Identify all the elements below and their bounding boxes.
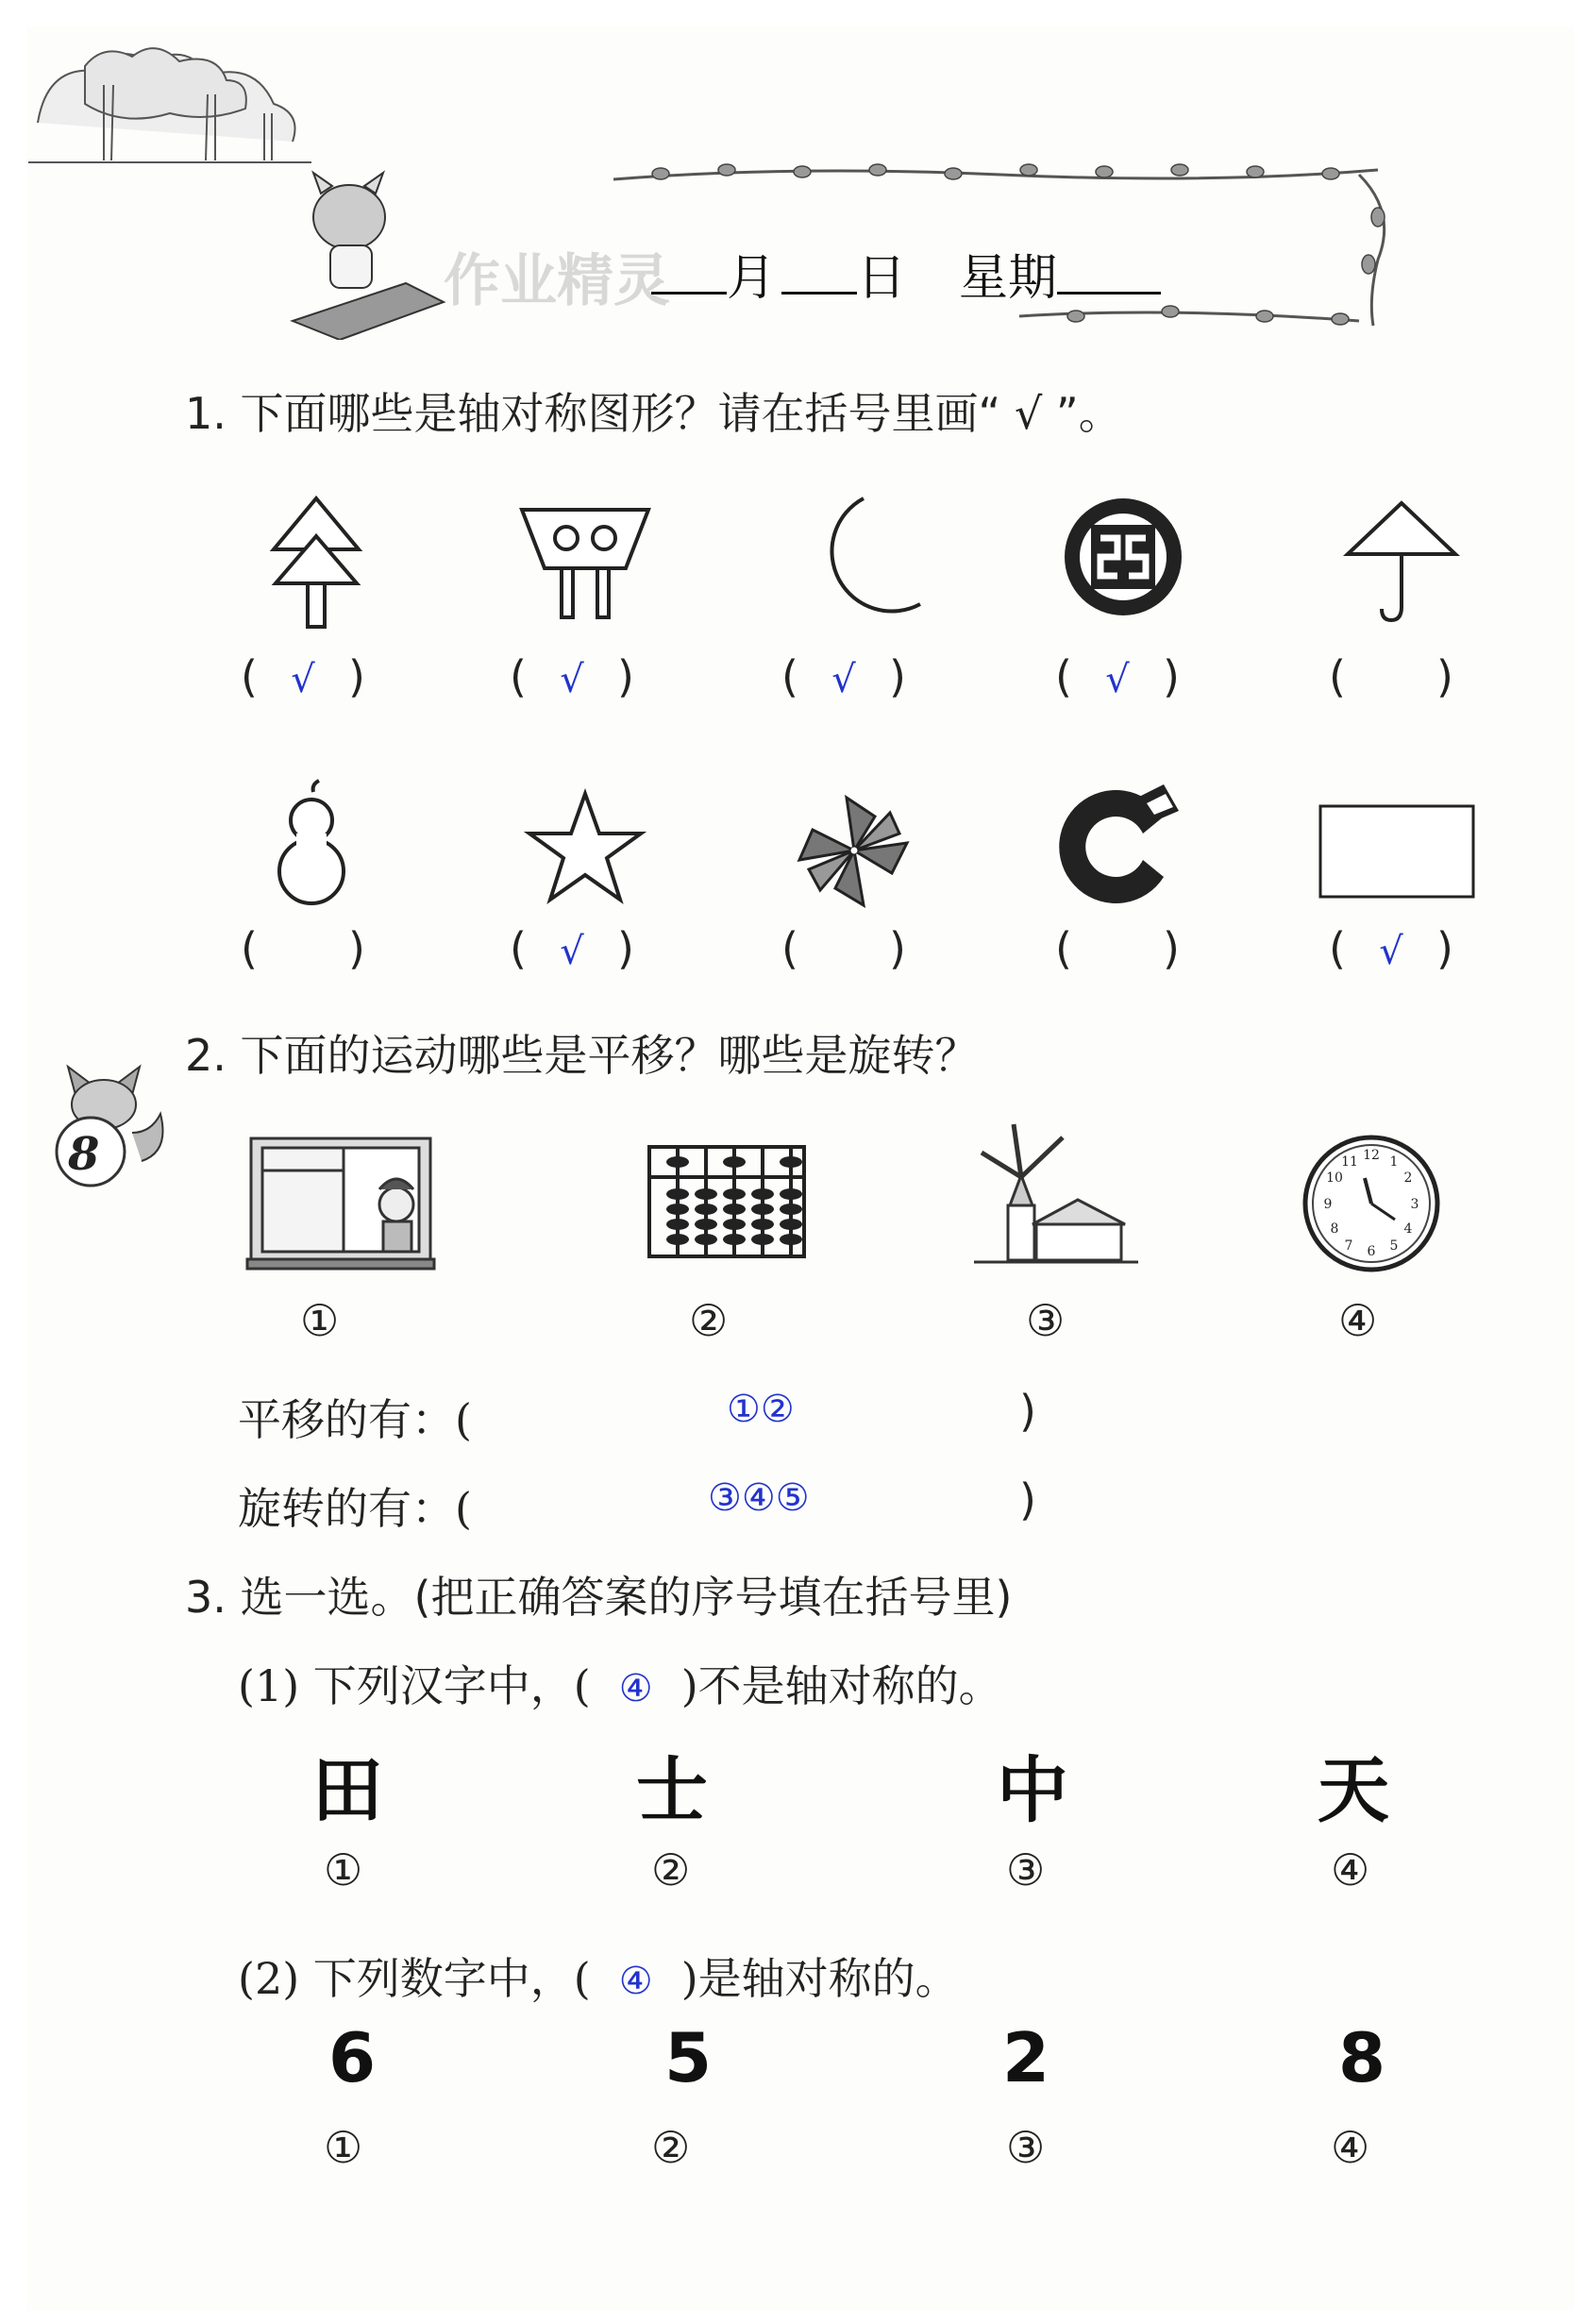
weekday-blank[interactable] bbox=[1057, 250, 1161, 295]
gourd-icon bbox=[264, 779, 359, 911]
digit-label-3: ③ bbox=[1006, 2122, 1046, 2173]
rotation-close-paren: ) bbox=[1019, 1474, 1036, 1525]
star-icon bbox=[524, 788, 646, 911]
clock-icon bbox=[1301, 1133, 1442, 1274]
q1-answer-3[interactable]: ( √ ) bbox=[781, 651, 906, 702]
trapezoid-face-icon bbox=[514, 500, 656, 623]
svg-text:3: 3 bbox=[1410, 1197, 1419, 1212]
q1-answer-4[interactable]: ( √ ) bbox=[1055, 651, 1180, 702]
cat-mascot-illustration bbox=[283, 170, 462, 340]
svg-text:6: 6 bbox=[1367, 1244, 1376, 1259]
q1-answer-2[interactable]: ( √ ) bbox=[510, 651, 634, 702]
tree-icon bbox=[264, 491, 368, 632]
trees-illustration bbox=[28, 28, 349, 170]
month-blank[interactable] bbox=[651, 250, 727, 295]
image-label-4: ④ bbox=[1338, 1295, 1378, 1346]
ccb-logo-icon bbox=[1052, 779, 1194, 916]
rotation-label: 旋转的有：( bbox=[238, 1483, 472, 1534]
q1-answer-5[interactable]: ( ) bbox=[1329, 651, 1453, 702]
question-1-title: 1. 下面哪些是轴对称图形？请在括号里画“ √ ”。 bbox=[185, 388, 1122, 439]
option-label-3: ③ bbox=[1006, 1844, 1046, 1895]
q3-part1-line bbox=[238, 1652, 1002, 1714]
option-digit-4: 8 bbox=[1338, 2018, 1386, 2097]
svg-text:4: 4 bbox=[1403, 1221, 1413, 1237]
option-digit-1: 6 bbox=[328, 2018, 377, 2097]
bank-logo-icon bbox=[1057, 491, 1189, 623]
q3-part1-prefix: (1) 下列汉字中，( bbox=[238, 1660, 591, 1711]
q1-answer-6[interactable]: ( ) bbox=[241, 923, 365, 974]
windmill-icon bbox=[972, 1119, 1142, 1279]
option-label-4: ④ bbox=[1331, 1844, 1370, 1895]
month-label: 月 bbox=[727, 250, 777, 307]
q1-answer-7[interactable]: ( √ ) bbox=[510, 923, 634, 974]
digit-label-2: ② bbox=[651, 2122, 691, 2173]
q1-answer-10[interactable]: ( √ ) bbox=[1329, 923, 1453, 974]
abacus-icon bbox=[642, 1137, 812, 1270]
date-line bbox=[651, 238, 1161, 309]
option-label-1: ① bbox=[324, 1844, 363, 1895]
q3-part2-answer[interactable]: ④ bbox=[618, 1960, 653, 2003]
translation-label: 平移的有：( bbox=[238, 1394, 472, 1445]
q1-answer-8[interactable]: ( ) bbox=[781, 923, 906, 974]
question-3-title: 3. 选一选。(把正确答案的序号填在括号里) bbox=[185, 1572, 1013, 1623]
option-digit-3: 2 bbox=[1002, 2018, 1050, 2097]
option-char-4: 天 bbox=[1318, 1748, 1389, 1832]
svg-text:11: 11 bbox=[1341, 1154, 1358, 1170]
option-label-2: ② bbox=[651, 1844, 691, 1895]
q1-answer-1[interactable]: ( √ ) bbox=[241, 651, 365, 702]
day-label: 日 bbox=[857, 250, 907, 307]
svg-text:5: 5 bbox=[1389, 1238, 1399, 1254]
page-number: 8 bbox=[68, 1128, 100, 1181]
svg-text:1: 1 bbox=[1389, 1154, 1399, 1170]
day-blank[interactable] bbox=[781, 250, 857, 295]
image-label-3: ③ bbox=[1026, 1295, 1066, 1346]
svg-text:7: 7 bbox=[1344, 1238, 1353, 1254]
q3-part1-answer[interactable]: ④ bbox=[618, 1667, 653, 1710]
svg-text:10: 10 bbox=[1326, 1170, 1343, 1186]
digit-label-4: ④ bbox=[1331, 2122, 1370, 2173]
q3-part1-suffix: )不是轴对称的。 bbox=[680, 1660, 1002, 1711]
translation-close-paren: ) bbox=[1019, 1386, 1036, 1437]
q3-part2-suffix: )是轴对称的。 bbox=[680, 1953, 959, 2004]
question-2-title: 2. 下面的运动哪些是平移？哪些是旋转？ bbox=[185, 1030, 979, 1081]
image-label-2: ② bbox=[689, 1295, 729, 1346]
option-digit-2: 5 bbox=[664, 2018, 713, 2097]
watermark: 作业精灵 bbox=[444, 248, 670, 314]
fox-page-badge bbox=[47, 1057, 170, 1199]
pinwheel-icon bbox=[788, 788, 920, 916]
option-char-2: 士 bbox=[636, 1748, 708, 1832]
rotation-answer[interactable]: ③④⑤ bbox=[708, 1476, 810, 1520]
crescent-moon-icon bbox=[807, 491, 930, 623]
q3-part2-line bbox=[238, 1945, 959, 2007]
window-icon bbox=[243, 1133, 442, 1274]
umbrella-icon bbox=[1340, 496, 1463, 628]
svg-text:2: 2 bbox=[1403, 1170, 1413, 1186]
translation-answer[interactable]: ①② bbox=[727, 1388, 795, 1431]
option-char-1: 田 bbox=[311, 1748, 383, 1832]
image-label-1: ① bbox=[300, 1295, 340, 1346]
digit-label-1: ① bbox=[324, 2122, 363, 2173]
option-char-3: 中 bbox=[997, 1748, 1068, 1832]
weekday-label: 星期 bbox=[959, 250, 1058, 307]
q1-answer-9[interactable]: ( ) bbox=[1055, 923, 1180, 974]
svg-text:9: 9 bbox=[1323, 1197, 1333, 1212]
svg-text:12: 12 bbox=[1363, 1148, 1380, 1163]
q3-part2-prefix: (2) 下列数字中，( bbox=[238, 1953, 591, 2004]
svg-text:8: 8 bbox=[1330, 1221, 1339, 1237]
rectangle-icon bbox=[1317, 802, 1482, 906]
